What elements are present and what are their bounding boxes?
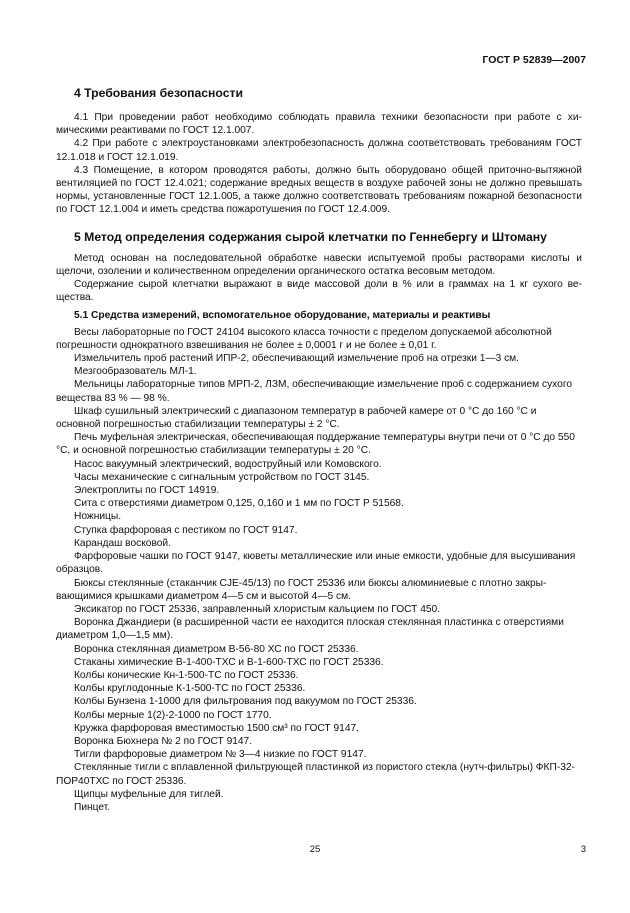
- page-number-center: 25: [309, 844, 321, 855]
- equipment-item: Колбы круглодонные К-1-500-ТС по ГОСТ 25336.: [74, 683, 306, 695]
- equipment-item: Сита с отверстиями диаметром 0,125, 0,160 и 1 мм по ГОСТ Р 51568.: [74, 498, 404, 510]
- equipment-item: Шкаф сушильный электрический с диапазоном температур в рабочей камере от 0 °С до 160 °С и основной погрешностью стабилизации температуры ± 2 °С.: [56, 405, 537, 431]
- equipment-item: Весы лабораторные по ГОСТ 24104 высокого класса точности с пределом допускаемой абсолютной погрешности однократного взвешивания не более ± 0,0001 г и не более ± 0,01 г.: [56, 326, 552, 351]
- equipment-item: Стаканы химические В-1-400-ТХС и В-1-600-ТХС по ГОСТ 25336.: [74, 656, 384, 668]
- equipment-item: Бюксы стеклянные (стаканчик CJE-45/13) по ГОСТ 25336 или бюксы алюминиевые с плотно закрывающимися крышками диаметром 4—5 см и высотой 4—5 см.: [56, 577, 547, 602]
- equipment-item: Колбы мерные 1(2)-2-1000 по ГОСТ 1770.: [74, 709, 272, 721]
- paragraph-4-1: 4.1 При проведении работ необходимо соблюдать правила техники безопасности при работе с химическими реактивами по ГОСТ 12.1.007.: [56, 112, 582, 137]
- subsection-5-1-heading: 5.1 Средства измерений, вспомогательное оборудование, материалы и реактивы: [74, 310, 491, 322]
- equipment-item: Печь муфельная электрическая, обеспечивающая поддержание температуры внутри печи от 0 °С до 550 °С, и основной погрешностью стабилизации температуры ± 20 °С.: [56, 432, 575, 457]
- paragraph-4-2: 4.2 При работе с электроустановками электробезопасность должна соответствовать требованиям ГОСТ 12.1.018 и ГОСТ 12.1.019.: [56, 138, 582, 163]
- equipment-item: Тигли фарфоровые диаметром № 3—4 низкие по ГОСТ 9147.: [74, 749, 367, 761]
- equipment-item: Мельницы лабораторные типов МРП-2, ЛЗМ, обеспечивающие измельчение проб с содержанием сухого вещества 83 % — 98 %.: [56, 379, 572, 404]
- doc-code-header: ГОСТ Р 52839—2007: [482, 54, 586, 66]
- equipment-item: Насос вакуумный электрический, водоструйный или Комовского.: [74, 458, 382, 470]
- equipment-item: Часы механические с сигнальным устройством по ГОСТ 3145.: [74, 471, 370, 483]
- equipment-item: Эксикатор по ГОСТ 25336, заправленный хлористым кальцием по ГОСТ 450.: [74, 603, 441, 615]
- equipment-item: Ножницы.: [74, 511, 122, 523]
- equipment-item: Мезгообразователь МЛ-1.: [74, 366, 197, 378]
- section-4-heading: 4 Требования безопасности: [74, 86, 243, 100]
- equipment-item: Электроплиты по ГОСТ 14919.: [74, 485, 220, 497]
- section-5-heading: 5 Метод определения содержания сырой клетчатки по Геннебергу и Штоману: [74, 229, 547, 244]
- equipment-item: Колбы конические Кн-1-500-ТС по ГОСТ 25336.: [74, 669, 299, 681]
- equipment-list: [56, 326, 582, 815]
- paragraph-5-intro: Метод основан на последовательной обработке навески испытуемой пробы растворами кислоты и щелочи, озолении и количественном определении органического остатка весовым методом.: [56, 252, 582, 277]
- equipment-item: Кружка фарфоровая вместимостью 1500 см³ по ГОСТ 9147.: [74, 722, 359, 734]
- equipment-item: Щипцы муфельные для тиглей.: [74, 788, 224, 800]
- equipment-item: Пинцет.: [74, 801, 111, 813]
- page-number-right: 3: [580, 844, 586, 855]
- equipment-item: Измельчитель проб растений ИПР-2, обеспечивающий измельчение проб на отрезки 1—3 см.: [74, 353, 520, 365]
- paragraph-5-units: Содержание сырой клетчатки выражают в виде массовой доли в % или в граммах на 1 кг сухого вещества.: [56, 279, 582, 304]
- paragraph-4-3: 4.3 Помещение, в котором проводятся работы, должно быть оборудовано общей приточно-вытяжной вентиляцией по ГОСТ 12.4.021; содержание вредных веществ в воздухе рабочей зоны не должно превышать нормы, установленные ГОСТ 12.1.005, а также должно соответствовать требованиям пожарной безопасности по ГОСТ 12.1.004 и иметь средства пожаротушения по ГОСТ 12.4.009.: [56, 164, 582, 216]
- page-content: [56, 86, 582, 814]
- equipment-item: Колбы Бунзена 1-1000 для фильтрования под вакуумом по ГОСТ 25336.: [74, 696, 417, 708]
- equipment-item: Карандаш восковой.: [74, 537, 171, 549]
- equipment-item: Фарфоровые чашки по ГОСТ 9147, кюветы металлические или иные емкости, удобные для высушивания образцов.: [56, 551, 576, 576]
- equipment-item: Воронка стеклянная диаметром В-56-80 ХС по ГОСТ 25336.: [74, 643, 359, 655]
- equipment-item: Ступка фарфоровая с пестиком по ГОСТ 9147.: [74, 524, 298, 536]
- equipment-item: Воронка Бюхнера № 2 по ГОСТ 9147.: [74, 735, 253, 747]
- equipment-item: Воронка Джандиери (в расширенной части ее находится плоская стеклянная пластинка с отверстиями диаметром 1,0—1,5 мм).: [56, 617, 564, 642]
- equipment-item: Стеклянные тигли с вплавленной фильтрующей пластинкой из пористого стекла (нутч-фильтры) ФКП-32-ПОР40ТХС по ГОСТ 25336.: [56, 762, 575, 787]
